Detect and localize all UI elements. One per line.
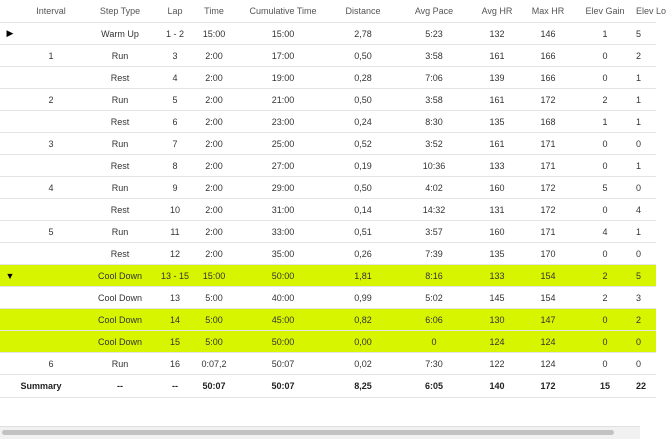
avg-hr-cell: 135 — [472, 111, 522, 133]
expand-cell — [0, 89, 20, 111]
step-type-cell: Cool Down — [82, 331, 158, 353]
avg-hr-cell: 161 — [472, 45, 522, 67]
lap-cell: 7 — [158, 133, 192, 155]
cumulative-time-cell: 50:07 — [236, 353, 330, 375]
table-row[interactable] — [0, 23, 656, 45]
interval-cell: 2 — [20, 89, 82, 111]
summary-cell: 22 — [636, 375, 656, 398]
elev-loss-cell: 0 — [636, 353, 656, 375]
step-type-cell: Cool Down — [82, 287, 158, 309]
distance-cell: 0,99 — [330, 287, 396, 309]
max-hr-cell: 166 — [522, 67, 574, 89]
expand-cell — [0, 309, 20, 331]
avg-hr-cell: 122 — [472, 353, 522, 375]
expand-cell — [0, 23, 20, 45]
time-cell: 2:00 — [192, 221, 236, 243]
elev-loss-cell: 0 — [636, 177, 656, 199]
interval-cell — [20, 265, 82, 287]
header-row — [0, 0, 656, 23]
elev-loss-cell: 5 — [636, 265, 656, 287]
interval-cell: 5 — [20, 221, 82, 243]
max-hr-cell: 154 — [522, 287, 574, 309]
distance-cell: 1,81 — [330, 265, 396, 287]
time-cell: 2:00 — [192, 199, 236, 221]
interval-cell — [20, 243, 82, 265]
header-elev-loss[interactable]: Elev Lo — [636, 0, 656, 23]
avg-hr-cell: 133 — [472, 155, 522, 177]
avg-hr-cell: 160 — [472, 221, 522, 243]
step-type-cell: Run — [82, 89, 158, 111]
avg-hr-cell: 145 — [472, 287, 522, 309]
summary-row — [0, 375, 656, 398]
expand-cell — [0, 111, 20, 133]
elev-gain-cell: 0 — [574, 309, 636, 331]
table-row[interactable] — [0, 89, 656, 111]
lap-cell: 8 — [158, 155, 192, 177]
step-type-cell: Run — [82, 221, 158, 243]
table-row[interactable] — [0, 155, 656, 177]
distance-cell: 2,78 — [330, 23, 396, 45]
step-type-cell: Rest — [82, 199, 158, 221]
expand-cell — [0, 177, 20, 199]
cumulative-time-cell: 23:00 — [236, 111, 330, 133]
interval-cell: 1 — [20, 45, 82, 67]
distance-cell: 0,52 — [330, 133, 396, 155]
summary-label: Summary — [0, 375, 82, 398]
avg-pace-cell: 8:30 — [396, 111, 472, 133]
interval-cell — [20, 67, 82, 89]
summary-cell: 50:07 — [192, 375, 236, 398]
max-hr-cell: 172 — [522, 199, 574, 221]
avg-pace-cell: 7:30 — [396, 353, 472, 375]
expand-cell — [0, 155, 20, 177]
cumulative-time-cell: 31:00 — [236, 199, 330, 221]
elev-loss-cell: 1 — [636, 221, 656, 243]
cumulative-time-cell: 45:00 — [236, 309, 330, 331]
elev-gain-cell: 4 — [574, 221, 636, 243]
max-hr-cell: 171 — [522, 221, 574, 243]
max-hr-cell: 124 — [522, 353, 574, 375]
elev-gain-cell: 0 — [574, 45, 636, 67]
avg-pace-cell: 0 — [396, 331, 472, 353]
avg-pace-cell: 7:39 — [396, 243, 472, 265]
distance-cell: 0,24 — [330, 111, 396, 133]
lap-cell: 12 — [158, 243, 192, 265]
summary-cell: 140 — [472, 375, 522, 398]
max-hr-cell: 171 — [522, 133, 574, 155]
elev-gain-cell: 0 — [574, 331, 636, 353]
time-cell: 5:00 — [192, 309, 236, 331]
summary-cell: 172 — [522, 375, 574, 398]
table-row[interactable] — [0, 243, 656, 265]
max-hr-cell: 146 — [522, 23, 574, 45]
horizontal-scrollbar[interactable] — [0, 426, 640, 439]
step-type-cell: Rest — [82, 155, 158, 177]
distance-cell: 0,50 — [330, 45, 396, 67]
distance-cell: 0,51 — [330, 221, 396, 243]
elev-gain-cell: 2 — [574, 287, 636, 309]
table-row[interactable] — [0, 133, 656, 155]
step-type-cell: Run — [82, 177, 158, 199]
max-hr-cell: 172 — [522, 89, 574, 111]
header-expand — [0, 0, 20, 23]
table-row[interactable] — [0, 67, 656, 89]
avg-hr-cell: 124 — [472, 331, 522, 353]
avg-pace-cell: 7:06 — [396, 67, 472, 89]
elev-loss-cell: 0 — [636, 133, 656, 155]
avg-pace-cell: 14:32 — [396, 199, 472, 221]
table-row[interactable] — [0, 45, 656, 67]
expand-cell — [0, 243, 20, 265]
elev-gain-cell: 0 — [574, 353, 636, 375]
time-cell: 5:00 — [192, 287, 236, 309]
interval-cell — [20, 309, 82, 331]
avg-pace-cell: 3:58 — [396, 45, 472, 67]
time-cell: 2:00 — [192, 155, 236, 177]
time-cell: 2:00 — [192, 111, 236, 133]
elev-loss-cell: 2 — [636, 45, 656, 67]
time-cell: 5:00 — [192, 331, 236, 353]
cumulative-time-cell: 15:00 — [236, 23, 330, 45]
avg-pace-cell: 10:36 — [396, 155, 472, 177]
elev-gain-cell: 0 — [574, 243, 636, 265]
expand-cell — [0, 45, 20, 67]
elev-loss-cell: 1 — [636, 89, 656, 111]
header-max-hr[interactable]: Max HR — [522, 0, 574, 23]
cumulative-time-cell: 33:00 — [236, 221, 330, 243]
avg-pace-cell: 6:06 — [396, 309, 472, 331]
avg-pace-cell: 8:16 — [396, 265, 472, 287]
time-cell: 2:00 — [192, 45, 236, 67]
cumulative-time-cell: 25:00 — [236, 133, 330, 155]
interval-cell: 4 — [20, 177, 82, 199]
header-elev-gain[interactable]: Elev Gain — [574, 0, 636, 23]
interval-cell: 6 — [20, 353, 82, 375]
cumulative-time-cell: 40:00 — [236, 287, 330, 309]
expand-cell — [0, 199, 20, 221]
avg-hr-cell: 130 — [472, 309, 522, 331]
elev-gain-cell: 1 — [574, 111, 636, 133]
elev-loss-cell: 0 — [636, 243, 656, 265]
table-header — [0, 0, 666, 23]
expand-cell — [0, 331, 20, 353]
cumulative-time-cell: 21:00 — [236, 89, 330, 111]
interval-cell — [20, 111, 82, 133]
distance-cell: 0,02 — [330, 353, 396, 375]
table-body — [0, 23, 656, 375]
interval-cell: 3 — [20, 133, 82, 155]
elev-loss-cell: 2 — [636, 309, 656, 331]
max-hr-cell: 166 — [522, 45, 574, 67]
header-time[interactable]: Time — [192, 0, 236, 23]
cumulative-time-cell: 50:00 — [236, 331, 330, 353]
avg-hr-cell: 131 — [472, 199, 522, 221]
step-type-cell: Cool Down — [82, 265, 158, 287]
table-footer — [0, 375, 656, 398]
time-cell: 0:07,2 — [192, 353, 236, 375]
cumulative-time-cell: 19:00 — [236, 67, 330, 89]
interval-cell — [20, 155, 82, 177]
header-step-type[interactable]: Step Type — [82, 0, 158, 23]
step-type-cell: Cool Down — [82, 309, 158, 331]
time-cell: 2:00 — [192, 133, 236, 155]
lap-cell: 11 — [158, 221, 192, 243]
step-type-cell: Rest — [82, 111, 158, 133]
cumulative-time-cell: 27:00 — [236, 155, 330, 177]
table-row[interactable] — [0, 353, 656, 375]
interval-cell — [20, 287, 82, 309]
distance-cell: 0,50 — [330, 177, 396, 199]
time-cell: 2:00 — [192, 67, 236, 89]
lap-cell: 5 — [158, 89, 192, 111]
cumulative-time-cell: 50:00 — [236, 265, 330, 287]
time-cell: 15:00 — [192, 23, 236, 45]
table-row[interactable] — [0, 111, 656, 133]
distance-cell: 0,50 — [330, 89, 396, 111]
time-cell: 15:00 — [192, 265, 236, 287]
table-row[interactable] — [0, 287, 656, 309]
lap-cell: 6 — [158, 111, 192, 133]
distance-cell: 0,26 — [330, 243, 396, 265]
header-avg-hr[interactable]: Avg HR — [472, 0, 522, 23]
elev-gain-cell: 5 — [574, 177, 636, 199]
summary-cell: 50:07 — [236, 375, 330, 398]
interval-cell — [20, 199, 82, 221]
expand-cell — [0, 67, 20, 89]
avg-pace-cell: 4:02 — [396, 177, 472, 199]
elev-gain-cell: 0 — [574, 67, 636, 89]
time-cell: 2:00 — [192, 243, 236, 265]
expand-cell — [0, 287, 20, 309]
header-interval[interactable]: Interval — [20, 0, 82, 23]
max-hr-cell: 171 — [522, 155, 574, 177]
lap-cell: 3 — [158, 45, 192, 67]
lap-cell: 4 — [158, 67, 192, 89]
avg-hr-cell: 139 — [472, 67, 522, 89]
table-row[interactable] — [0, 309, 656, 331]
expand-cell — [0, 265, 20, 287]
summary-cell: 6:05 — [396, 375, 472, 398]
summary-cell: 8,25 — [330, 375, 396, 398]
avg-pace-cell: 3:58 — [396, 89, 472, 111]
max-hr-cell: 124 — [522, 331, 574, 353]
table-row[interactable] — [0, 221, 656, 243]
elev-loss-cell: 1 — [636, 67, 656, 89]
max-hr-cell: 168 — [522, 111, 574, 133]
avg-hr-cell: 161 — [472, 133, 522, 155]
lap-cell: 10 — [158, 199, 192, 221]
distance-cell: 0,28 — [330, 67, 396, 89]
elev-loss-cell: 1 — [636, 155, 656, 177]
elev-gain-cell: 2 — [574, 89, 636, 111]
time-cell: 2:00 — [192, 89, 236, 111]
max-hr-cell: 154 — [522, 265, 574, 287]
distance-cell: 0,19 — [330, 155, 396, 177]
max-hr-cell: 147 — [522, 309, 574, 331]
header-cumulative-time[interactable]: Cumulative Time — [236, 0, 330, 23]
lap-cell: 14 — [158, 309, 192, 331]
avg-pace-cell: 3:57 — [396, 221, 472, 243]
distance-cell: 0,82 — [330, 309, 396, 331]
elev-loss-cell: 1 — [636, 111, 656, 133]
avg-hr-cell: 160 — [472, 177, 522, 199]
lap-cell: 9 — [158, 177, 192, 199]
max-hr-cell: 172 — [522, 177, 574, 199]
elev-gain-cell: 2 — [574, 265, 636, 287]
avg-pace-cell: 5:23 — [396, 23, 472, 45]
lap-cell: 13 — [158, 287, 192, 309]
summary-cell: -- — [158, 375, 192, 398]
lap-cell: 13 - 15 — [158, 265, 192, 287]
step-type-cell: Rest — [82, 243, 158, 265]
elev-gain-cell: 0 — [574, 199, 636, 221]
interval-cell — [20, 23, 82, 45]
lap-cell: 1 - 2 — [158, 23, 192, 45]
step-type-cell: Warm Up — [82, 23, 158, 45]
expand-caret-icon[interactable]: ▶ — [6, 28, 14, 38]
elev-loss-cell: 3 — [636, 287, 656, 309]
elev-loss-cell: 5 — [636, 23, 656, 45]
summary-cell: -- — [82, 375, 158, 398]
avg-pace-cell: 3:52 — [396, 133, 472, 155]
table-row[interactable] — [0, 177, 656, 199]
interval-cell — [20, 331, 82, 353]
max-hr-cell: 170 — [522, 243, 574, 265]
scrollbar-thumb[interactable] — [2, 430, 614, 435]
avg-hr-cell: 135 — [472, 243, 522, 265]
elev-gain-cell: 1 — [574, 23, 636, 45]
elev-loss-cell: 0 — [636, 331, 656, 353]
table-row[interactable] — [0, 331, 656, 353]
avg-hr-cell: 132 — [472, 23, 522, 45]
lap-cell: 16 — [158, 353, 192, 375]
expand-cell — [0, 133, 20, 155]
step-type-cell: Run — [82, 45, 158, 67]
step-type-cell: Run — [82, 133, 158, 155]
table-row[interactable] — [0, 265, 656, 287]
summary-cell: 15 — [574, 375, 636, 398]
expand-cell — [0, 221, 20, 243]
lap-cell: 15 — [158, 331, 192, 353]
expand-cell — [0, 353, 20, 375]
header-avg-pace[interactable]: Avg Pace — [396, 0, 472, 23]
elev-gain-cell: 0 — [574, 155, 636, 177]
step-type-cell: Rest — [82, 67, 158, 89]
table-row[interactable] — [0, 199, 656, 221]
collapse-caret-icon[interactable]: ▼ — [5, 270, 15, 281]
cumulative-time-cell: 35:00 — [236, 243, 330, 265]
time-cell: 2:00 — [192, 177, 236, 199]
elev-loss-cell: 4 — [636, 199, 656, 221]
step-type-cell: Run — [82, 353, 158, 375]
distance-cell: 0,14 — [330, 199, 396, 221]
cumulative-time-cell: 17:00 — [236, 45, 330, 67]
avg-hr-cell: 133 — [472, 265, 522, 287]
header-lap[interactable]: Lap — [158, 0, 192, 23]
cumulative-time-cell: 29:00 — [236, 177, 330, 199]
avg-hr-cell: 161 — [472, 89, 522, 111]
avg-pace-cell: 5:02 — [396, 287, 472, 309]
elev-gain-cell: 0 — [574, 133, 636, 155]
distance-cell: 0,00 — [330, 331, 396, 353]
header-distance[interactable]: Distance — [330, 0, 396, 23]
